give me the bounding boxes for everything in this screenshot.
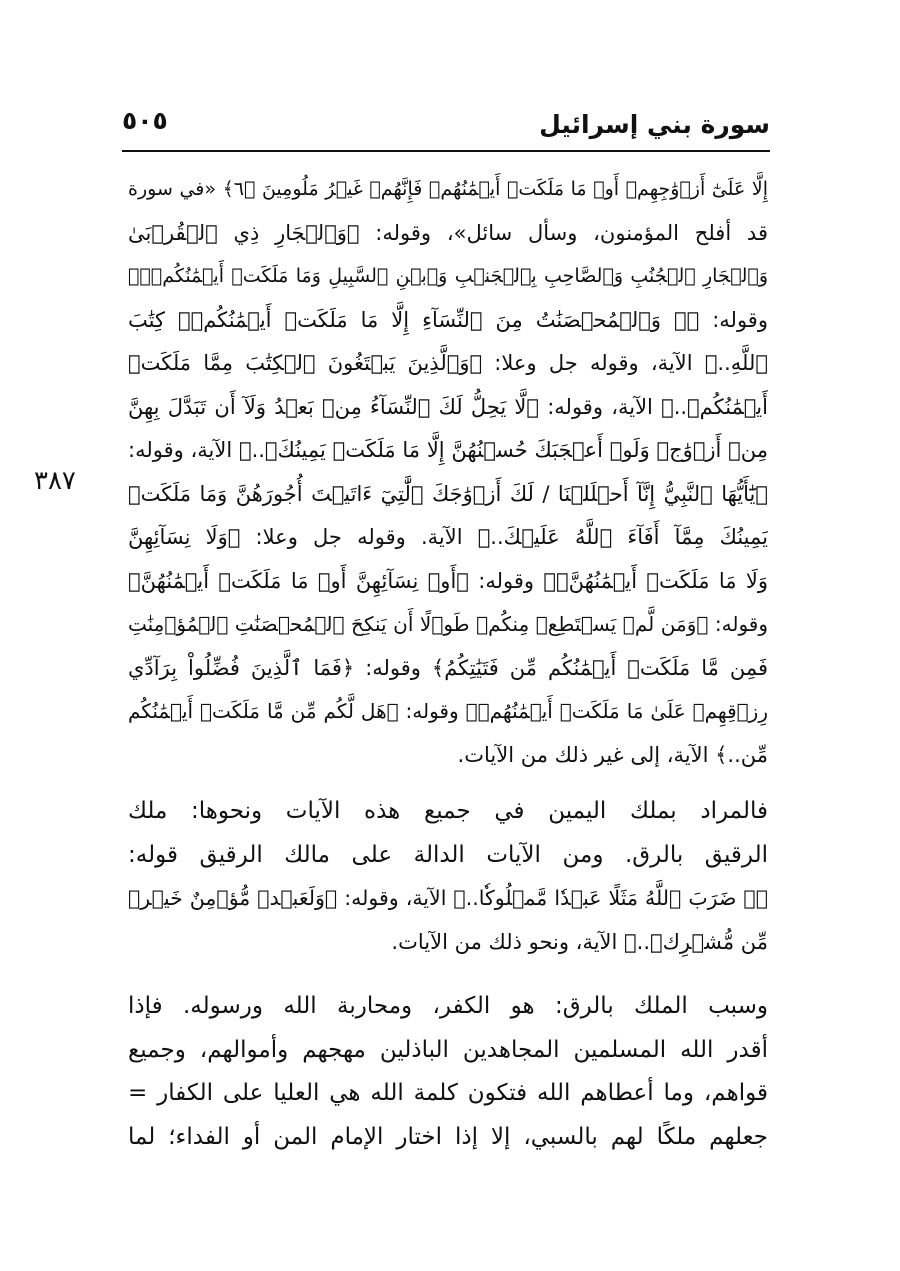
text-line: قواهم، وما أعطاهم الله فتكون كلمة الله هي العليا على الكفار = <box>128 1080 768 1106</box>
text-line: أَيۡمَٰنُكُمۡ..﴾ الآية، وقوله: ﴿لَّا يَحِلُّ لَكَ ٱلنِّسَآءُ مِنۢ بَعۡدُ وَلَآ أَن تَبَدَّلَ بِهِنَّ <box>128 394 768 419</box>
paragraph-quranic-verses <box>128 168 768 777</box>
text-line: وسبب الملك بالرق: هو الكفر، ومحاربة الله ورسوله. فإذا <box>128 993 768 1019</box>
text-line: رِزۡقِهِمۡ عَلَىٰ مَا مَلَكَتۡ أَيۡمَٰنُهُمۡ﴾ وقوله: ﴿هَل لَّكُم مِّن مَّا مَلَكَتۡ أَيۡمَٰنُكُم <box>128 699 768 723</box>
text-line: قد أفلح المؤمنون، وسأل سائل»، وقوله: ﴿وَٱلۡجَارِ ذِي ٱلۡقُرۡبَىٰ <box>128 220 768 245</box>
text-line: فَمِن مَّا مَلَكَتۡ أَيۡمَٰنُكُم مِّن فَتَيَٰتِكُمُ﴾ وقوله: ﴿فَمَا ٱلَّذِينَ فُضِّلُواْ بِرَآدِّي <box>128 655 768 680</box>
page-number: ٥٠٥ <box>122 106 168 135</box>
text-line: وقوله: ﴿۞ وَٱلۡمُحۡصَنَٰتُ مِنَ ٱلنِّسَآءِ إِلَّا مَا مَلَكَتۡ أَيۡمَٰنُكُمۡۖ كِتَٰبَ <box>128 307 768 332</box>
text-line: إِلَّا عَلَىٰٓ أَزۡوَٰجِهِمۡ أَوۡ مَا مَلَكَتۡ أَيۡمَٰنُهُمۡ فَإِنَّهُمۡ غَيۡرُ مَلُومِينَ ﴿٦﴾ «في سورة <box>128 178 768 200</box>
text-line: وَٱلۡجَارِ ٱلۡجُنُبِ وَٱلصَّاحِبِ بِٱلۡجَنۢبِ وَٱبۡنِ ٱلسَّبِيلِ وَمَا مَلَكَتۡ أَيۡمَٰنُكُمۡۗ﴾ <box>128 265 768 287</box>
text-line: وَلَا مَا مَلَكَتۡ أَيۡمَٰنُهُنَّۗ﴾ وقوله: ﴿أَوۡ نِسَآئِهِنَّ أَوۡ مَا مَلَكَتۡ أَيۡمَٰنُهُنَّ﴾ <box>128 568 768 593</box>
text-line: جعلهم ملكًا لهم بالسبي، إلا إذا اختار الإمام المن أو الفداء؛ لما <box>128 1123 768 1150</box>
text-line: وقوله: ﴿وَمَن لَّمۡ يَسۡتَطِعۡ مِنكُمۡ طَوۡلًا أَن يَنكِحَ ٱلۡمُحۡصَنَٰتِ ٱلۡمُؤۡمِنَٰتِ <box>128 612 768 636</box>
paragraph-cause-of-slavery <box>128 985 768 1159</box>
paragraph-milk-al-yamin <box>128 790 768 964</box>
text-line: الرقيق بالرق. ومن الآيات الدالة على مالك الرقيق قوله: <box>128 841 768 868</box>
text-line: مِّن مُّشۡرِكٖ..﴾ الآية، ونحو ذلك من الآيات. <box>391 929 768 954</box>
text-line: أقدر الله المسلمين المجاهدين الباذلين مهجهم وأموالهم، وجميع <box>128 1036 768 1063</box>
text-line: مِنۡ أَزۡوَٰجٖ وَلَوۡ أَعۡجَبَكَ حُسۡنُهُنَّ إِلَّا مَا مَلَكَتۡ يَمِينُكَۗ..﴾ الآية، وقوله: <box>128 438 768 462</box>
text-line: فالمراد بملك اليمين في جميع هذه الآيات ونحوها: ملك <box>128 798 768 824</box>
page-header <box>122 104 770 152</box>
text-line: ﴿يَٰٓأَيُّهَا ٱلنَّبِيُّ إِنَّآ أَحۡلَلۡنَا / لَكَ أَزۡوَٰجَكَ ٱلَّٰتِيٓ ءَاتَيۡتَ أُجُورَهُنَّ وَمَا مَلَكَتۡ <box>128 481 768 506</box>
margin-page-reference: ٣٨٧ <box>34 466 76 496</box>
text-line: مِّن..﴾ الآية، إلى غير ذلك من الآيات. <box>457 742 768 767</box>
text-line: ﴿۞ ضَرَبَ ٱللَّهُ مَثَلًا عَبۡدٗا مَّمۡلُوكٗا..﴾ الآية، وقوله: ﴿وَلَعَبۡدٞ مُّؤۡمِنٌ خَيۡرٞ <box>128 886 768 910</box>
text-line: يَمِينُكَ مِمَّآ أَفَآءَ ٱللَّهُ عَلَيۡكَ..﴾ الآية. وقوله جل وعلا: ﴿وَلَا نِسَآئِهِنَّ <box>128 525 768 549</box>
surah-title: سورة بني إسرائيل <box>539 110 770 139</box>
text-line: ٱللَّهِ..﴾ الآية، وقوله جل وعلا: ﴿وَٱلَّذِينَ يَبۡتَغُونَ ٱلۡكِتَٰبَ مِمَّا مَلَكَتۡ <box>128 351 768 375</box>
